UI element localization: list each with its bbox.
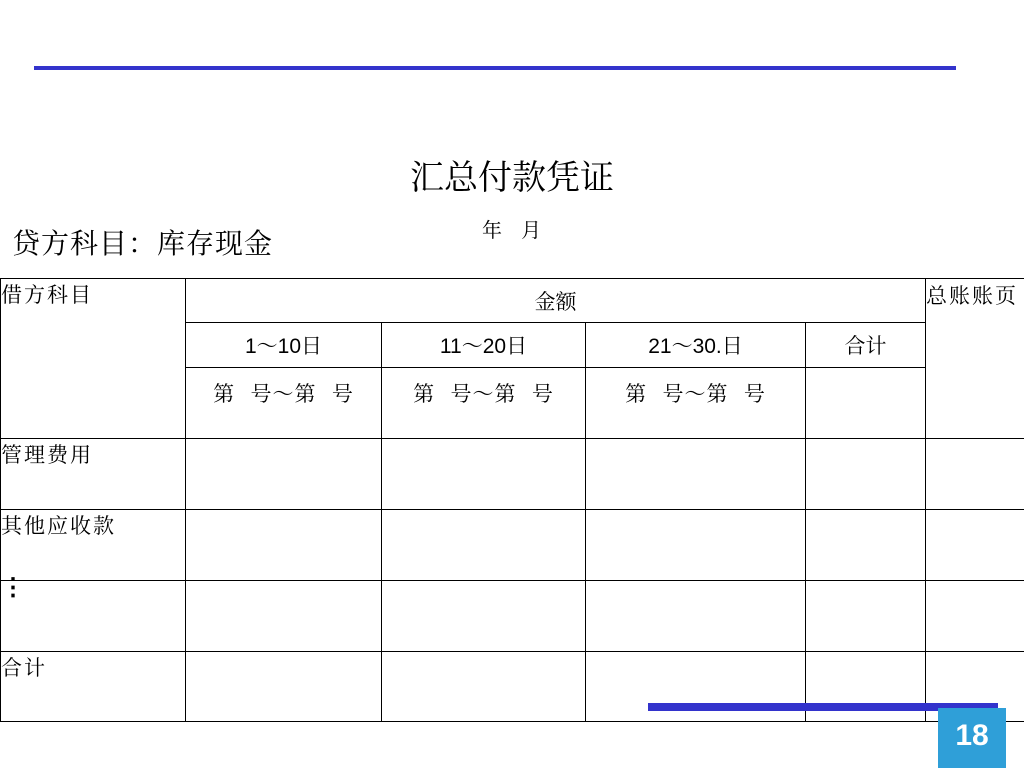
cell xyxy=(806,652,926,722)
voucher-range-3: 第 号～第 号 xyxy=(586,368,806,439)
header-row-1 xyxy=(1,279,1024,323)
top-divider xyxy=(34,66,956,70)
table-row xyxy=(1,581,1024,652)
range-total-cell xyxy=(806,368,926,439)
period-1-header: 1～10日 xyxy=(186,323,382,368)
cell xyxy=(586,652,806,722)
cell xyxy=(382,652,586,722)
cell xyxy=(926,439,1024,510)
cell xyxy=(586,581,806,652)
voucher-title: 汇总付款凭证 xyxy=(410,158,614,198)
cell xyxy=(186,581,382,652)
cell xyxy=(382,510,586,581)
debit-account-header: 借方科目 xyxy=(1,279,186,439)
table-row xyxy=(1,439,1024,510)
cell xyxy=(186,510,382,581)
voucher-range-1: 第 号～第 号 xyxy=(186,368,382,439)
period-3-header: 21～30.日 xyxy=(586,323,806,368)
table-row xyxy=(1,652,1024,722)
amount-total-header: 合计 xyxy=(806,323,926,368)
ledger-page-header: 总账账页 xyxy=(926,279,1024,439)
table-row xyxy=(1,510,1024,581)
cell xyxy=(926,510,1024,581)
cell xyxy=(382,439,586,510)
row-label-total: 合计 xyxy=(1,652,186,722)
row-label-ellipsis: ⋮ xyxy=(1,581,186,652)
cell xyxy=(186,652,382,722)
cell xyxy=(382,581,586,652)
cell xyxy=(586,510,806,581)
row-label-admin-expenses: 管理费用 xyxy=(1,439,186,510)
amount-header: 金额 xyxy=(186,279,926,323)
cell xyxy=(806,581,926,652)
cell xyxy=(806,439,926,510)
cell xyxy=(186,439,382,510)
cell xyxy=(806,510,926,581)
credit-account-label: 贷方科目：库存现金 xyxy=(12,227,274,260)
period-2-header: 11～20日 xyxy=(382,323,586,368)
summary-payment-voucher-table xyxy=(0,278,1024,722)
page-number-badge: 18 xyxy=(938,708,1006,768)
cell xyxy=(926,581,1024,652)
voucher-range-2: 第 号～第 号 xyxy=(382,368,586,439)
row-label-other-receivables: 其他应收款 xyxy=(1,510,186,581)
cell xyxy=(586,439,806,510)
date-line: 年 月 xyxy=(482,218,542,242)
